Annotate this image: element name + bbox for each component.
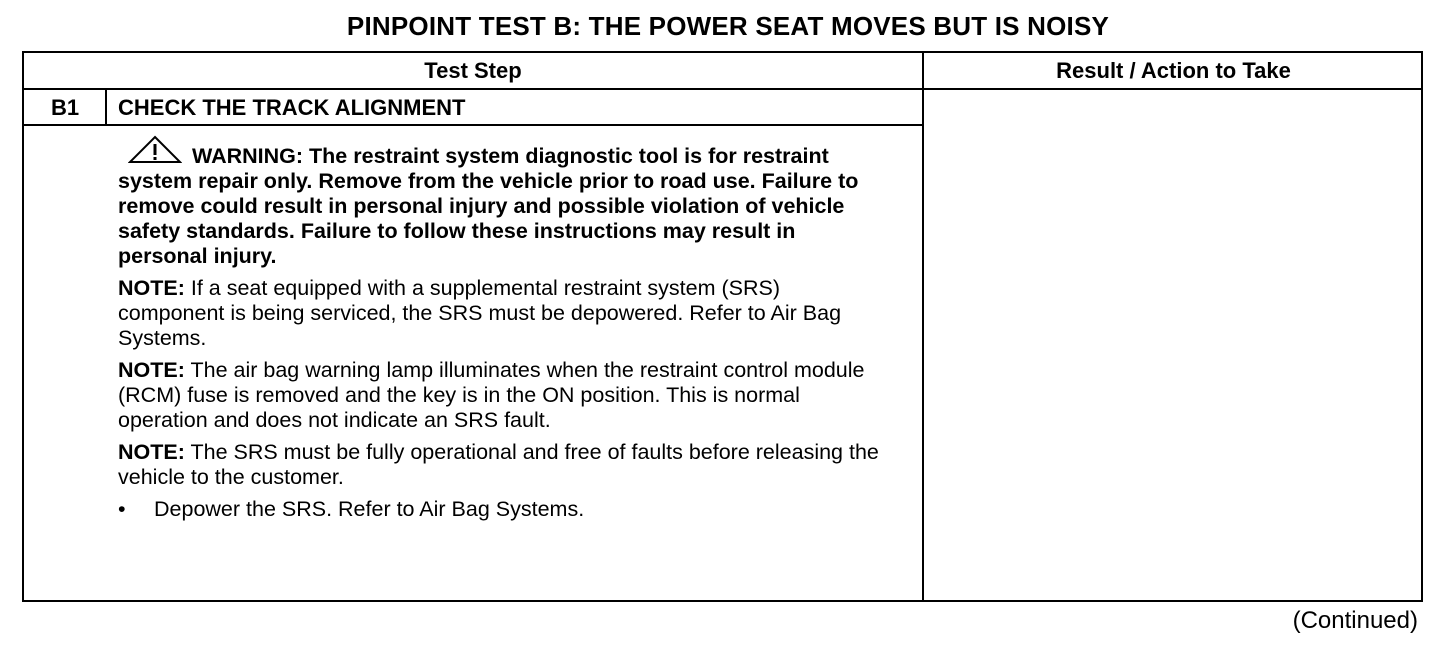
column-header-result-action: Result / Action to Take (1056, 58, 1291, 83)
note-text: The air bag warning lamp illuminates when the restraint control module (RCM) fuse is removed and the key is in the ON position. This is normal operation and does not indicate an SRS fault. (118, 358, 865, 432)
note-label: NOTE: (118, 276, 185, 300)
bullet-marker: • (118, 497, 126, 521)
step-instructions (118, 135, 888, 522)
note-text: The SRS must be fully operational and free of faults before releasing the vehicle to the customer. (118, 440, 879, 489)
note-label: NOTE: (118, 440, 185, 464)
bullet-text: Depower the SRS. Refer to Air Bag Systems. (154, 497, 585, 521)
warning-block (118, 135, 888, 269)
bullet-item (118, 497, 888, 522)
note-text: If a seat equipped with a supplemental restraint system (SRS) component is being serviced, the SRS must be depowered. Refer to Air Bag Systems. (118, 276, 842, 350)
header-divider (24, 88, 1421, 90)
pinpoint-test-table (22, 51, 1423, 602)
warning-text: WARNING: The restraint system diagnostic tool is for restraint system repair only. Remove from the vehicle prior to road use. Failure to remove could result in personal injury and possible violation of vehicle safety standards. Failure to follow these instructions may result in personal injury. (118, 144, 859, 268)
column-divider (922, 53, 924, 600)
column-header-test-step: Test Step (424, 58, 522, 83)
warning-triangle-icon (128, 135, 182, 165)
page-title: PINPOINT TEST B: THE POWER SEAT MOVES BUT IS NOISY (346, 11, 1110, 41)
note-label: NOTE: (118, 358, 185, 382)
step-id: B1 (50, 95, 80, 120)
note-1 (118, 276, 888, 351)
note-3 (118, 440, 888, 490)
note-2 (118, 358, 888, 433)
continued-label: (Continued) (1292, 607, 1418, 634)
step-title: CHECK THE TRACK ALIGNMENT (118, 95, 466, 120)
